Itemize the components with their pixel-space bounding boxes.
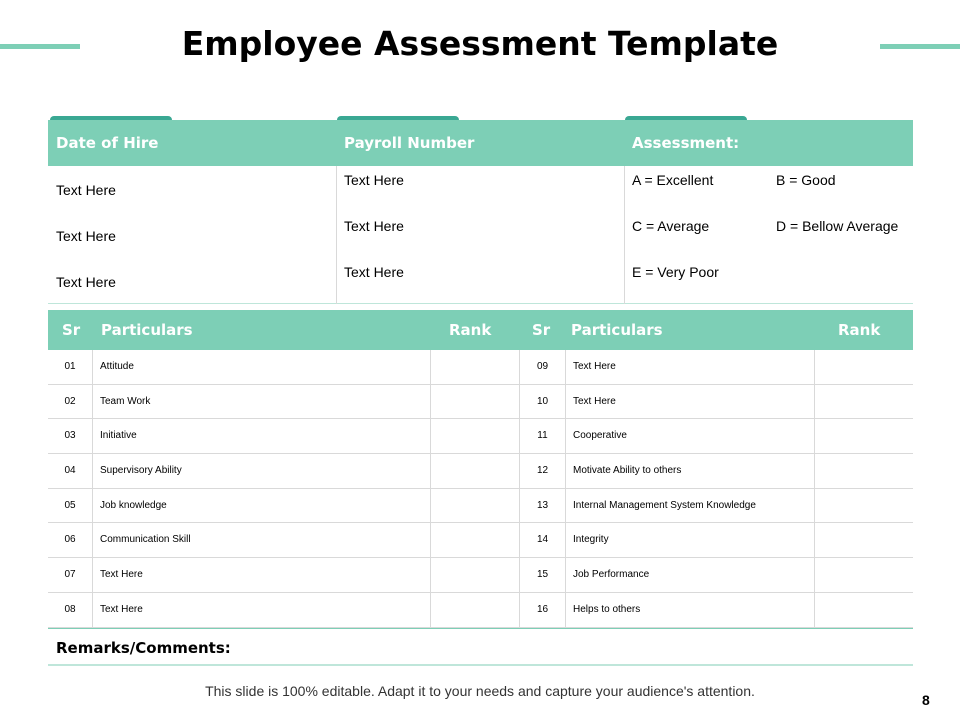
particular-cell: Initiative xyxy=(93,419,431,453)
particular-cell: Job Performance xyxy=(566,558,815,592)
particular-cell: Team Work xyxy=(93,385,431,419)
sr-cell: 12 xyxy=(520,454,566,488)
table-row xyxy=(48,593,913,628)
particular-cell: Cooperative xyxy=(566,419,815,453)
particular-cell: Integrity xyxy=(566,523,815,557)
rank-input-cell[interactable] xyxy=(431,558,520,592)
table-row xyxy=(48,523,913,558)
particular-cell: Text Here xyxy=(93,558,431,592)
table-row xyxy=(48,385,913,420)
rank-input-cell[interactable] xyxy=(815,558,913,592)
rank-input-cell[interactable] xyxy=(815,419,913,453)
particular-cell: Attitude xyxy=(93,350,431,384)
header-payroll-number: Payroll Number xyxy=(344,134,475,152)
rank-input-cell[interactable] xyxy=(431,593,520,627)
assessment-column xyxy=(624,166,913,304)
header-assessment: Assessment: xyxy=(632,134,740,152)
ranking-table-body xyxy=(48,350,913,628)
header-sr: Sr xyxy=(62,321,81,339)
date-of-hire-value[interactable]: Text Here xyxy=(56,182,116,198)
rank-input-cell[interactable] xyxy=(815,489,913,523)
particular-cell: Supervisory Ability xyxy=(93,454,431,488)
employee-info-table xyxy=(48,120,913,306)
remarks-comments-label: Remarks/Comments: xyxy=(48,630,913,666)
payroll-number-value[interactable]: Text Here xyxy=(344,264,404,280)
ranking-table-header xyxy=(48,310,913,350)
particular-cell: Text Here xyxy=(566,350,815,384)
particular-cell: Helps to others xyxy=(566,593,815,627)
rank-input-cell[interactable] xyxy=(815,385,913,419)
rank-input-cell[interactable] xyxy=(431,419,520,453)
header-rank: Rank xyxy=(838,321,881,339)
particular-cell: Text Here xyxy=(93,593,431,627)
date-of-hire-column xyxy=(48,166,336,304)
header-sr: Sr xyxy=(532,321,551,339)
payroll-number-column xyxy=(336,166,624,304)
rank-input-cell[interactable] xyxy=(431,454,520,488)
sr-cell: 11 xyxy=(520,419,566,453)
header-rank: Rank xyxy=(449,321,492,339)
date-of-hire-value[interactable]: Text Here xyxy=(56,274,116,290)
table-row xyxy=(48,489,913,524)
info-table-header xyxy=(48,120,913,166)
ranking-table xyxy=(48,310,913,629)
particular-cell: Internal Management System Knowledge xyxy=(566,489,815,523)
assessment-key-a: A = Excellent xyxy=(632,172,714,188)
sr-cell: 04 xyxy=(48,454,93,488)
particular-cell: Job knowledge xyxy=(93,489,431,523)
date-of-hire-value[interactable]: Text Here xyxy=(56,228,116,244)
header-particulars: Particulars xyxy=(571,321,663,339)
assessment-key-c: C = Average xyxy=(632,218,710,234)
rank-input-cell[interactable] xyxy=(431,489,520,523)
sr-cell: 06 xyxy=(48,523,93,557)
table-row xyxy=(48,419,913,454)
particular-cell: Text Here xyxy=(566,385,815,419)
rank-input-cell[interactable] xyxy=(431,523,520,557)
assessment-key-b: B = Good xyxy=(776,172,836,188)
page-title: Employee Assessment Template xyxy=(181,24,779,63)
info-table-body xyxy=(48,166,913,304)
sr-cell: 08 xyxy=(48,593,93,627)
assessment-key-d: D = Bellow Average xyxy=(776,218,899,234)
rank-input-cell[interactable] xyxy=(431,350,520,384)
sr-cell: 07 xyxy=(48,558,93,592)
sr-cell: 09 xyxy=(520,350,566,384)
footer-note: This slide is 100% editable. Adapt it to your needs and capture your audience's attention. xyxy=(205,683,755,699)
header-date-of-hire: Date of Hire xyxy=(56,134,159,152)
header-particulars: Particulars xyxy=(101,321,193,339)
rank-input-cell[interactable] xyxy=(815,593,913,627)
rank-input-cell[interactable] xyxy=(431,385,520,419)
sr-cell: 15 xyxy=(520,558,566,592)
sr-cell: 01 xyxy=(48,350,93,384)
table-row xyxy=(48,454,913,489)
rank-input-cell[interactable] xyxy=(815,454,913,488)
payroll-number-value[interactable]: Text Here xyxy=(344,218,404,234)
sr-cell: 10 xyxy=(520,385,566,419)
sr-cell: 05 xyxy=(48,489,93,523)
particular-cell: Communication Skill xyxy=(93,523,431,557)
particular-cell: Motivate Ability to others xyxy=(566,454,815,488)
table-row xyxy=(48,350,913,385)
sr-cell: 16 xyxy=(520,593,566,627)
payroll-number-value[interactable]: Text Here xyxy=(344,172,404,188)
sr-cell: 02 xyxy=(48,385,93,419)
sr-cell: 03 xyxy=(48,419,93,453)
sr-cell: 14 xyxy=(520,523,566,557)
assessment-key-e: E = Very Poor xyxy=(632,264,719,280)
page-number: 8 xyxy=(922,692,930,708)
rank-input-cell[interactable] xyxy=(815,523,913,557)
rank-input-cell[interactable] xyxy=(815,350,913,384)
table-row xyxy=(48,558,913,593)
sr-cell: 13 xyxy=(520,489,566,523)
